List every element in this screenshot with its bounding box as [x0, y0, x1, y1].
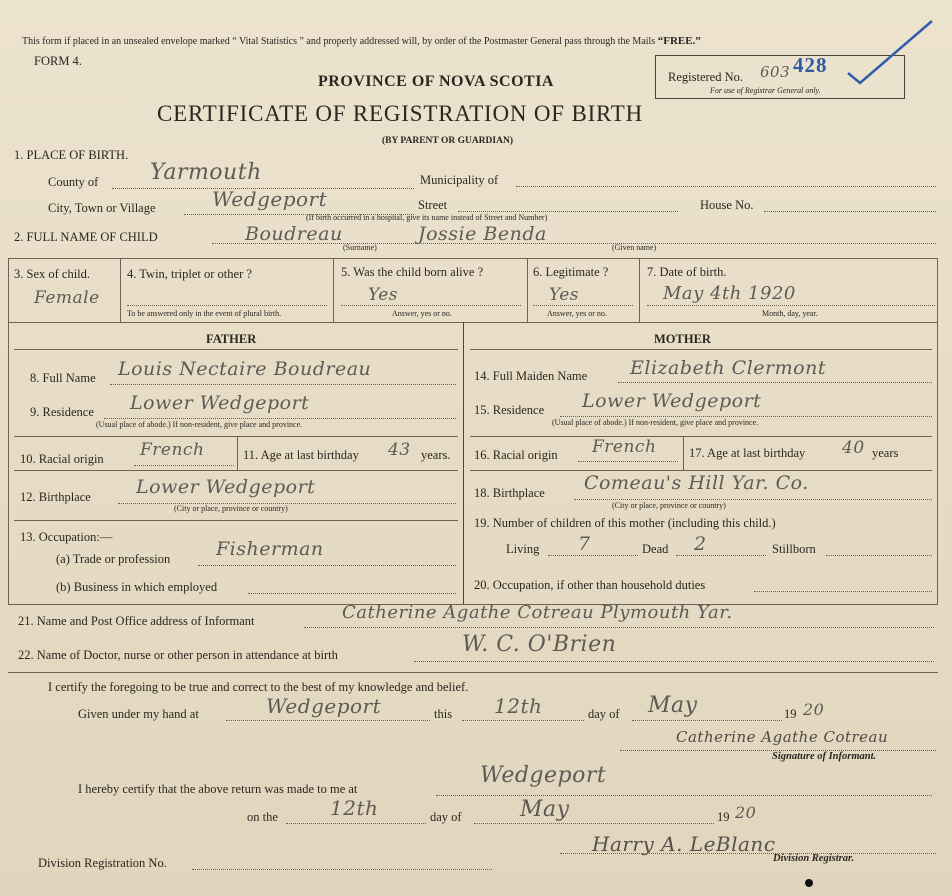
postal-notice-free: “FREE.” — [657, 35, 701, 47]
divider — [470, 470, 932, 471]
city-value: Wedgeport — [212, 187, 328, 211]
registrar-label: Division Registrar. — [773, 853, 855, 864]
father-trade-value: Fisherman — [216, 538, 324, 560]
legitimate-label: 6. Legitimate ? — [533, 265, 609, 279]
registrar-day: 12th — [330, 796, 379, 820]
father-residence-value: Lower Wedgeport — [130, 392, 310, 414]
mother-residence-value: Lower Wedgeport — [582, 390, 762, 412]
certify-day: 12th — [494, 694, 543, 718]
mother-birthplace-value: Comeau's Hill Yar. Co. — [584, 472, 809, 494]
postal-notice-text: This form if placed in an unsealed envelope marked “ Vital Statistics ” and properly addressed will, by order of the Postmaster General pass through the Mails — [22, 36, 658, 47]
registrar-on-the-label: on the — [247, 810, 278, 824]
twin-label: 4. Twin, triplet or other ? — [127, 267, 252, 281]
form-number: FORM 4. — [34, 54, 82, 68]
province-heading: PROVINCE OF NOVA SCOTIA — [318, 73, 554, 90]
birth-date-note: Month, day, year. — [762, 309, 818, 318]
certify-year-prefix: 19 — [784, 707, 797, 721]
postal-notice — [22, 35, 701, 47]
given-note: (Given name) — [612, 243, 657, 252]
child-given-name: Jossie Benda — [418, 223, 547, 245]
child-surname: Boudreau — [245, 223, 343, 245]
mother-name-line — [618, 382, 932, 383]
legitimate-line — [533, 305, 633, 306]
father-business-line — [248, 593, 456, 594]
twin-line — [127, 305, 327, 306]
street-line — [458, 211, 678, 212]
doctor-label: 22. Name of Doctor, nurse or other person in attendance at birth — [18, 648, 338, 662]
divider — [237, 436, 238, 470]
alive-note: Answer, yes or no. — [392, 309, 452, 318]
father-trade-line — [198, 565, 456, 566]
division-no-label: Division Registration No. — [38, 856, 167, 870]
certify-month-line — [632, 720, 782, 721]
registrar-month-line — [474, 823, 714, 824]
mother-children-label: 19. Number of children of this mother (including this child.) — [474, 516, 776, 530]
municipality-label: Municipality of — [420, 173, 499, 187]
twin-note: To be answered only in the event of plural birth. — [127, 309, 282, 318]
punch-hole — [805, 879, 813, 887]
doctor-line — [414, 661, 934, 662]
certify-day-line — [462, 720, 584, 721]
father-racial-label: 10. Racial origin — [20, 452, 104, 466]
certify-text: I certify the foregoing to be true and correct to the best of my knowledge and belief. — [48, 680, 469, 694]
mother-racial-label: 16. Racial origin — [474, 448, 558, 462]
given-at-place: Wedgeport — [266, 694, 382, 718]
father-occupation-label: 13. Occupation:— — [20, 530, 113, 544]
given-at-label: Given under my hand at — [78, 707, 199, 721]
divider — [14, 436, 458, 437]
divider — [527, 258, 528, 322]
certify-month: May — [648, 693, 698, 718]
registrar-signature: Harry A. LeBlanc — [592, 832, 776, 856]
mother-name-value: Elizabeth Clermont — [630, 357, 826, 379]
child-name-label: 2. FULL NAME OF CHILD — [14, 230, 158, 244]
legitimate-note: Answer, yes or no. — [547, 309, 607, 318]
father-name-label: 8. Full Name — [30, 371, 96, 385]
column-divider — [463, 322, 464, 604]
father-years-label: years. — [421, 448, 451, 462]
mother-living-label: Living — [506, 542, 540, 556]
father-name-value: Louis Nectaire Boudreau — [118, 358, 372, 380]
mother-residence-label: 15. Residence — [474, 403, 545, 417]
mother-name-label: 14. Full Maiden Name — [474, 369, 588, 383]
county-label: County of — [48, 175, 99, 189]
mother-heading: MOTHER — [654, 332, 711, 346]
mother-years-label: years — [872, 446, 899, 460]
divider — [937, 258, 938, 604]
divider — [470, 436, 932, 437]
father-residence-note: (Usual place of abode.) If non-resident, give place and province. — [96, 420, 303, 429]
divider — [8, 672, 938, 673]
father-birthplace-value: Lower Wedgeport — [136, 476, 316, 498]
father-racial-line — [134, 465, 234, 466]
registrar-year-prefix: 19 — [717, 810, 730, 824]
alive-value: Yes — [368, 285, 399, 305]
mother-age-value: 40 — [842, 438, 865, 458]
mother-occupation-line — [754, 591, 932, 592]
mother-residence-line — [560, 416, 932, 417]
divider — [14, 520, 458, 521]
sex-value: Female — [34, 288, 100, 308]
informant-value: Catherine Agathe Cotreau Plymouth Yar. — [342, 602, 733, 623]
division-no-line — [192, 869, 492, 870]
father-birthplace-note: (City or place, province or country) — [174, 504, 288, 513]
birth-date-line — [647, 305, 935, 306]
father-trade-label: (a) Trade or profession — [56, 552, 171, 566]
informant-label: 21. Name and Post Office address of Informant — [18, 614, 255, 628]
mother-living-value: 7 — [578, 533, 591, 555]
divider — [470, 349, 932, 350]
municipality-line — [516, 186, 936, 187]
surname-note: (Surname) — [343, 243, 377, 252]
father-residence-label: 9. Residence — [30, 405, 94, 419]
mother-stillborn-label: Stillborn — [772, 542, 816, 556]
registrar-day-of-label: day of — [430, 810, 462, 824]
certify-this-label: this — [434, 707, 453, 721]
mother-age-label: 17. Age at last birthday — [689, 446, 806, 460]
checkmark-icon — [840, 15, 940, 95]
informant-signature-label: Signature of Informant. — [772, 751, 877, 762]
house-line — [764, 211, 936, 212]
registered-note: For use of Registrar General only. — [710, 86, 821, 95]
father-business-label: (b) Business in which employed — [56, 580, 218, 594]
street-label: Street — [418, 198, 448, 212]
mother-residence-note: (Usual place of abode.) If non-resident, give place and province. — [552, 418, 759, 427]
registrar-day-line — [286, 823, 426, 824]
mother-birthplace-label: 18. Birthplace — [474, 486, 545, 500]
mother-dead-label: Dead — [642, 542, 669, 556]
registrar-place-line — [436, 795, 932, 796]
house-label: House No. — [700, 198, 754, 212]
father-racial-value: French — [140, 440, 205, 460]
registrar-certify-text: I hereby certify that the above return was made to me at — [78, 782, 358, 796]
street-note: (If birth occurred in a hospital, give its name instead of Street and Number) — [306, 213, 548, 222]
informant-line — [304, 627, 934, 628]
alive-label: 5. Was the child born alive ? — [341, 265, 484, 279]
mother-racial-value: French — [592, 437, 657, 457]
divider — [333, 258, 334, 322]
divider — [8, 258, 9, 604]
registered-label: Registered No. — [668, 70, 743, 84]
father-name-line — [110, 384, 456, 385]
mother-dead-line — [676, 555, 766, 556]
registrar-place: Wedgeport — [480, 763, 607, 788]
divider — [14, 349, 458, 350]
mother-dead-value: 2 — [694, 533, 707, 555]
mother-stillborn-line — [826, 555, 932, 556]
divider — [8, 258, 938, 259]
father-residence-line — [104, 418, 456, 419]
father-age-value: 43 — [388, 440, 411, 460]
mother-birthplace-line — [574, 499, 932, 500]
registrar-signature-line — [560, 853, 936, 854]
registered-handwritten: 603 — [760, 63, 791, 81]
city-label: City, Town or Village — [48, 201, 156, 215]
doctor-value: W. C. O'Brien — [462, 632, 617, 657]
father-age-label: 11. Age at last birthday — [243, 448, 359, 462]
divider — [14, 470, 458, 471]
page-subtitle: (BY PARENT OR GUARDIAN) — [382, 136, 513, 146]
divider — [639, 258, 640, 322]
informant-signature: Catherine Agathe Cotreau — [676, 728, 889, 746]
divider — [120, 258, 121, 322]
father-birthplace-label: 12. Birthplace — [20, 490, 91, 504]
mother-birthplace-note: (City or place, province or country) — [612, 501, 726, 510]
birth-date-value: May 4th 1920 — [663, 283, 796, 304]
divider — [8, 322, 938, 323]
place-of-birth-heading: 1. PLACE OF BIRTH. — [14, 148, 129, 162]
page-title: CERTIFICATE OF REGISTRATION OF BIRTH — [157, 101, 644, 126]
certify-day-of-label: day of — [588, 707, 620, 721]
mother-racial-line — [578, 461, 678, 462]
county-value: Yarmouth — [150, 160, 262, 185]
alive-line — [341, 305, 521, 306]
given-at-line — [226, 720, 430, 721]
father-heading: FATHER — [206, 332, 257, 346]
registered-stamp: 428 — [793, 53, 828, 77]
registrar-year: 20 — [735, 803, 757, 822]
mother-occupation-label: 20. Occupation, if other than household duties — [474, 578, 706, 592]
legitimate-value: Yes — [549, 285, 580, 305]
divider — [683, 436, 684, 470]
birth-date-label: 7. Date of birth. — [647, 265, 727, 279]
registrar-month: May — [520, 797, 570, 822]
mother-living-line — [548, 555, 638, 556]
certify-year: 20 — [803, 700, 825, 719]
sex-label: 3. Sex of child. — [14, 267, 91, 281]
